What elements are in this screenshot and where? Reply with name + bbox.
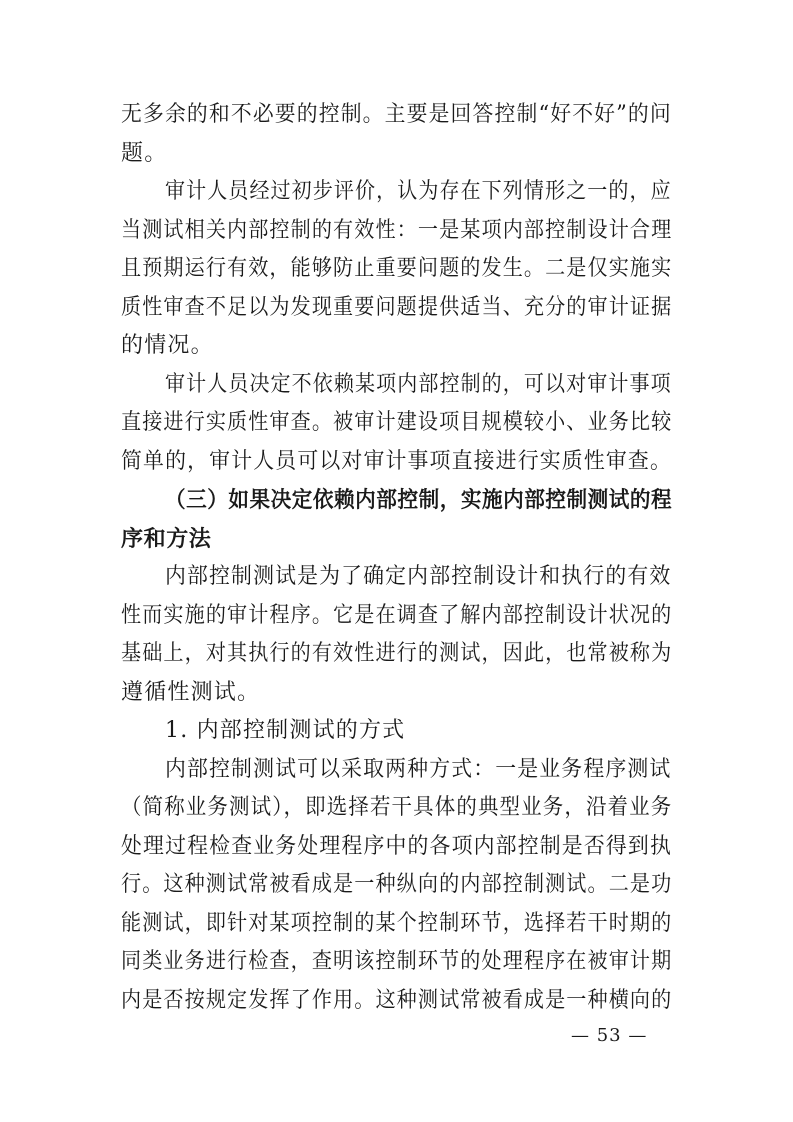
text-line: 无多余的和不必要的控制。主要是回答控制“好不好”的问 [121, 102, 672, 127]
text-line: 遵循性测试。 [121, 680, 261, 705]
text-line: 性而实施的审计程序。它是在调查了解内部控制设计状况的 [121, 603, 673, 628]
text-line: 基础上，对其执行的有效性进行的测试，因此，也常被称为 [121, 641, 673, 666]
text-line: 内部控制测试是为了确定内部控制设计和执行的有效 [165, 564, 672, 589]
text-line: 简单的，审计人员可以对审计事项直接进行实质性审查。 [121, 449, 673, 474]
text-line: 能测试，即针对某项控制的某个控制环节，选择若干时期的 [121, 911, 673, 936]
page-number: — 53 — [571, 1025, 648, 1046]
text-line: 直接进行实质性审查。被审计建设项目规模较小、业务比较 [121, 410, 673, 435]
text-line: 同类业务进行检查，查明该控制环节的处理程序在被审计期 [121, 949, 673, 974]
text-line: 行。这种测试常被看成是一种纵向的内部控制测试。二是功 [121, 872, 673, 897]
text-line: 内部控制测试可以采取两种方式：一是业务程序测试 [165, 757, 672, 782]
text-line: 内是否按规定发挥了作用。这种测试常被看成是一种横向的 [121, 988, 673, 1013]
section-heading: （三）如果决定依赖内部控制，实施内部控制测试的程 [165, 487, 673, 513]
section-heading: 序和方法 [121, 526, 212, 552]
text-line: 审计人员决定不依赖某项内部控制的，可以对审计事项 [165, 372, 672, 397]
subheading: 1. 内部控制测试的方式 [165, 718, 406, 743]
text-line: 题。 [121, 141, 168, 166]
text-line: 当测试相关内部控制的有效性：一是某项内部控制设计合理 [121, 218, 673, 243]
text-line: （简称业务测试），即选择若干具体的典型业务，沿着业务 [121, 795, 673, 820]
text-line: 质性审查不足以为发现重要问题提供适当、充分的审计证据 [121, 295, 673, 320]
text-line: 且预期运行有效，能够防止重要问题的发生。二是仅实施实 [121, 256, 673, 281]
text-line: 的情况。 [121, 333, 214, 358]
text-line: 审计人员经过初步评价，认为存在下列情形之一的，应 [165, 179, 672, 204]
text-line: 处理过程检查业务处理程序中的各项内部控制是否得到执 [121, 834, 673, 859]
